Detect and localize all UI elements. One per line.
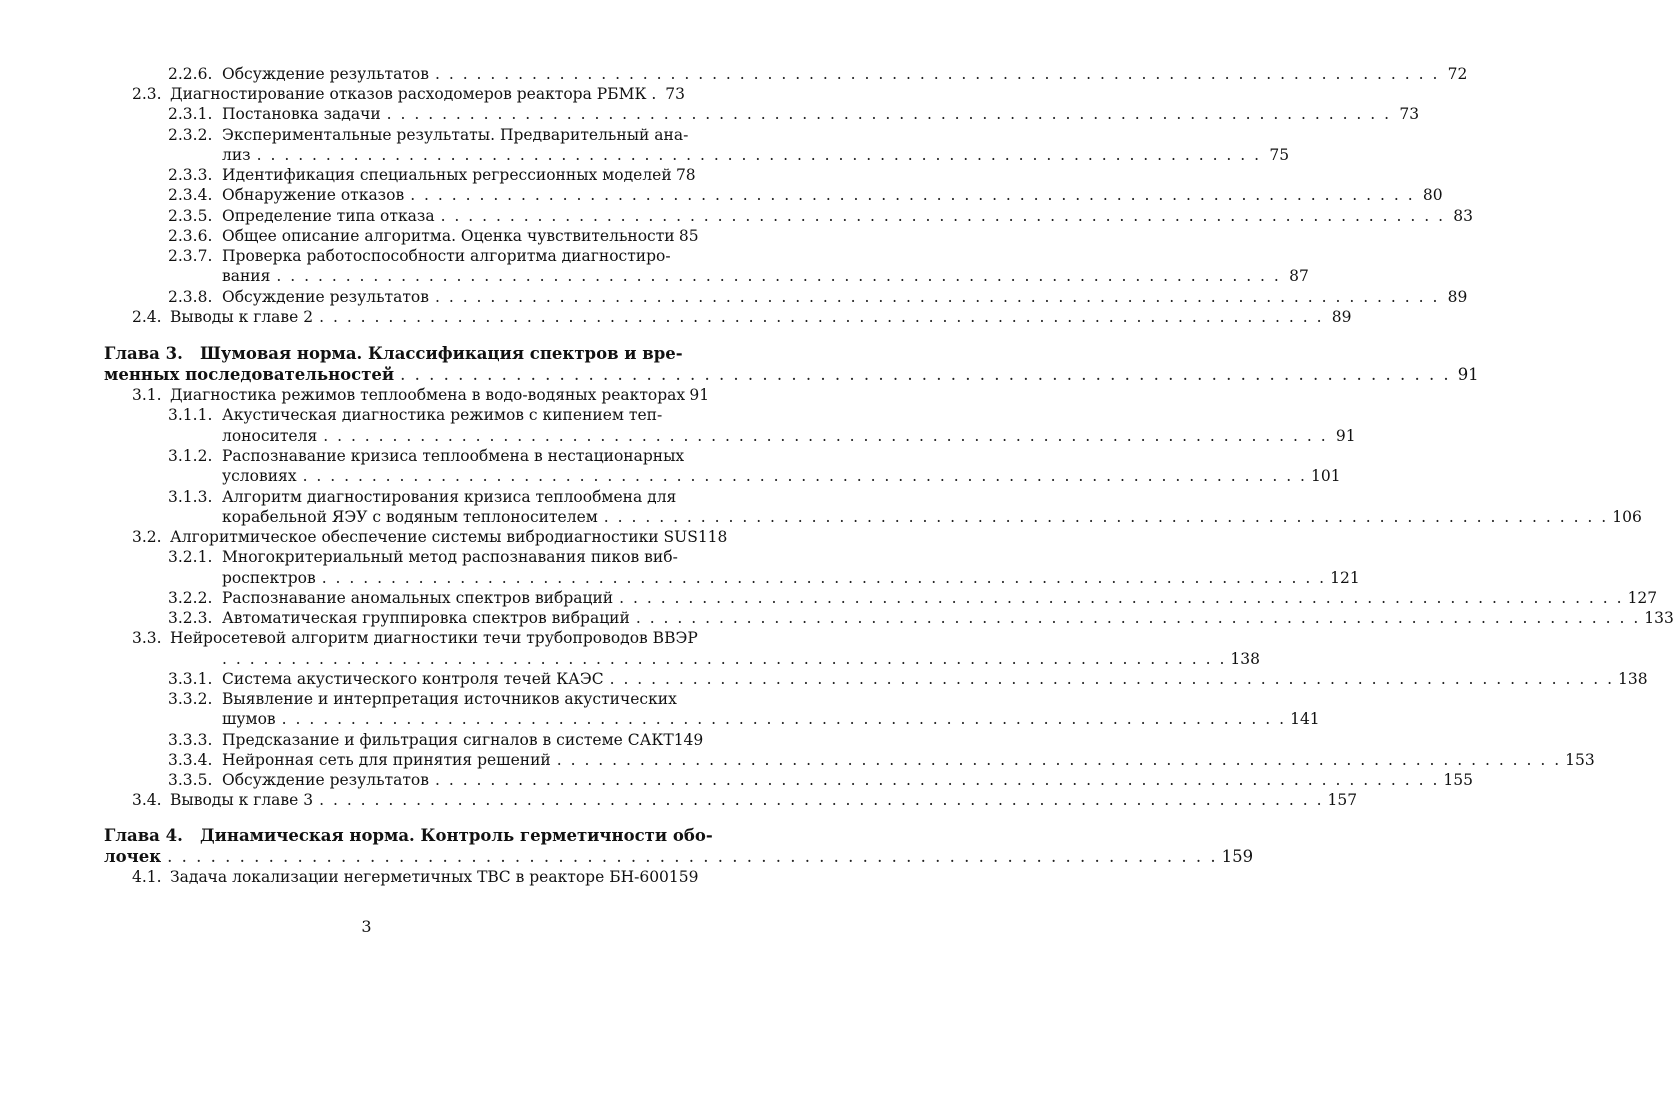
toc-page: 138 — [1618, 670, 1648, 688]
toc-line — [168, 64, 1468, 84]
toc-title: Предсказание и фильтрация сигналов в системе САКТ — [222, 731, 674, 749]
toc-page: 155 — [1443, 771, 1473, 789]
toc-title: Экспериментальные результаты. Предварительный ана- — [222, 126, 689, 144]
toc-number: 2.3. — [132, 85, 162, 103]
toc-page: 73 — [1399, 105, 1420, 123]
toc-title: корабельной ЯЭУ с водяным теплоносителем — [222, 508, 598, 526]
toc-line — [222, 507, 1642, 527]
toc-number: 3.3.4. — [168, 751, 213, 769]
chapter-title: менных последовательностей — [104, 365, 395, 384]
leader-dots — [610, 669, 1612, 689]
toc-title: Автоматическая группировка спектров вибраций — [222, 609, 630, 627]
leader-dots — [410, 185, 1412, 205]
toc-line — [168, 206, 1473, 226]
toc-line — [132, 527, 728, 547]
leader-dots — [441, 206, 1443, 226]
leader-dots — [322, 568, 1324, 588]
toc-line — [222, 568, 1360, 588]
toc-line — [132, 84, 685, 104]
toc-line — [168, 287, 1468, 307]
toc-number: 2.3.7. — [168, 247, 213, 265]
leader-dots — [323, 426, 1325, 446]
toc-number: 2.3.3. — [168, 166, 213, 184]
leader-dots — [557, 750, 1559, 770]
toc-number: 3.1.2. — [168, 447, 213, 465]
toc-title: Алгоритм диагностирования кризиса теплообмена для — [222, 488, 677, 506]
toc-page: 91 — [1457, 365, 1479, 384]
leader-dots — [435, 287, 1437, 307]
toc-line — [132, 628, 698, 648]
toc-line — [132, 867, 699, 887]
toc-line — [168, 669, 1648, 689]
chapter-heading — [104, 344, 685, 364]
leader-dots — [400, 365, 1449, 385]
toc-number: 2.3.5. — [168, 207, 213, 225]
chapter-title: Динамическая норма. Контроль герметичности обо- — [200, 826, 713, 845]
toc-title: Диагностика режимов теплообмена в водо-водяных реакторах — [170, 386, 686, 404]
toc-line — [168, 125, 689, 145]
toc-line — [168, 104, 1420, 124]
toc-line — [168, 446, 685, 466]
toc-number: 3.1. — [132, 386, 162, 404]
toc-line — [168, 185, 1443, 205]
toc-line — [168, 487, 685, 507]
toc-page: 73 — [665, 85, 685, 103]
toc-title: Выводы к главе 2 — [170, 308, 314, 326]
toc-page: 159 — [1221, 847, 1254, 866]
leader-dots — [319, 307, 1321, 327]
toc-number: 3.2.3. — [168, 609, 213, 627]
toc-title: Распознавание кризиса теплообмена в нестационарных — [222, 447, 685, 465]
toc-line — [168, 730, 704, 750]
chapter-title: лочек — [104, 847, 162, 866]
toc-line — [168, 750, 1595, 770]
toc-number: 2.3.4. — [168, 186, 213, 204]
toc-number: 2.2.6. — [168, 65, 213, 83]
toc-line — [168, 547, 685, 567]
toc-line — [222, 466, 1341, 486]
toc-title: шумов — [222, 710, 276, 728]
toc-page: 121 — [1330, 569, 1360, 587]
toc-page: 133 — [1644, 609, 1674, 627]
toc-number: 4.1. — [132, 868, 162, 886]
toc-page: 138 — [1230, 650, 1261, 668]
toc-page: 89 — [1331, 308, 1352, 326]
toc-line — [132, 385, 710, 405]
toc-page: 141 — [1290, 710, 1320, 728]
toc-line — [132, 307, 1352, 327]
toc-title: Идентификация специальных регрессионных моделей — [222, 166, 672, 184]
toc-line — [168, 608, 1674, 628]
toc-number: 3.3.1. — [168, 670, 213, 688]
toc-line — [104, 365, 1479, 385]
toc-page: 127 — [1627, 589, 1658, 607]
leader-dots — [636, 608, 1638, 628]
toc-title: Диагностирование отказов расходомеров реактора РБМК . — [170, 85, 657, 103]
toc-title: Проверка работоспособности алгоритма диагностиро- — [222, 247, 671, 265]
toc-number: 3.3.3. — [168, 731, 213, 749]
toc-number: 3.2. — [132, 528, 162, 546]
leader-dots — [604, 507, 1606, 527]
toc-number: 3.2.1. — [168, 548, 213, 566]
toc-page: 89 — [1447, 288, 1468, 306]
toc-page: 106 — [1612, 508, 1642, 526]
toc-line — [168, 246, 685, 266]
page-number: 3 — [361, 917, 372, 936]
toc-title: Выявление и интерпретация источников акустических — [222, 690, 677, 708]
toc-line — [168, 770, 1473, 790]
toc-title: лиз — [222, 146, 251, 164]
toc-page: 72 — [1447, 65, 1468, 83]
toc-number: 2.3.1. — [168, 105, 213, 123]
toc-line — [168, 165, 696, 185]
leader-dots — [435, 770, 1437, 790]
toc-number: 3.3. — [132, 629, 162, 647]
toc-page: 78 — [675, 166, 696, 184]
toc-page: 91 — [689, 386, 710, 404]
toc-page: 87 — [1289, 267, 1309, 285]
leader-dots — [276, 266, 1278, 286]
toc-line — [168, 405, 685, 425]
leader-dots — [319, 790, 1321, 810]
leader-dots — [387, 104, 1389, 124]
chapter-heading — [104, 826, 713, 846]
toc-title: вания — [222, 267, 271, 285]
leader-dots — [257, 145, 1259, 165]
leader-dots — [435, 64, 1437, 84]
toc-title: Система акустического контроля течей КАЭС — [222, 670, 604, 688]
toc-title: роспектров — [222, 569, 316, 587]
chapter-number: Глава 4. — [104, 826, 183, 845]
toc-page: 149 — [673, 731, 704, 749]
toc-number: 2.3.8. — [168, 288, 213, 306]
toc-title: Алгоритмическое обеспечение системы вибродиагностики SUS — [170, 528, 698, 546]
toc-number: 2.3.2. — [168, 126, 213, 144]
toc-title: Выводы к главе 3 — [170, 791, 314, 809]
toc-page: 80 — [1422, 186, 1443, 204]
toc-number: 2.4. — [132, 308, 162, 326]
toc-line — [168, 649, 1261, 669]
toc-title: Постановка задачи — [222, 105, 381, 123]
toc-title: Общее описание алгоритма. Оценка чувствительности — [222, 227, 675, 245]
toc-title: Обсуждение результатов — [222, 65, 429, 83]
toc-title: Нейросетевой алгоритм диагностики течи трубопроводов ВВЭР — [170, 629, 698, 647]
toc-number: 3.3.5. — [168, 771, 213, 789]
leader-dots — [222, 649, 1224, 669]
toc-number: 3.4. — [132, 791, 162, 809]
toc-line — [168, 689, 685, 709]
toc-line — [104, 847, 1254, 867]
toc-page: 157 — [1327, 791, 1358, 809]
toc-page: 83 — [1453, 207, 1473, 225]
toc-number: 3.1.1. — [168, 406, 213, 424]
chapter-title: Шумовая норма. Классификация спектров и вре- — [200, 344, 683, 363]
toc-title: Задача локализации негерметичных ТВС в реакторе БН-600 — [170, 868, 669, 886]
toc-number: 3.2.2. — [168, 589, 213, 607]
toc-number: 3.3.2. — [168, 690, 213, 708]
toc-title: Обсуждение результатов — [222, 771, 429, 789]
toc-title: Распознавание аномальных спектров вибраций — [222, 589, 614, 607]
toc-line — [168, 588, 1658, 608]
toc-page: 101 — [1310, 467, 1341, 485]
toc-line — [168, 226, 699, 246]
toc-title: лоносителя — [222, 427, 318, 445]
toc-page: 91 — [1335, 427, 1356, 445]
leader-dots — [303, 466, 1305, 486]
toc-line — [222, 709, 1320, 729]
toc-title: Акустическая диагностика режимов с кипением теп- — [222, 406, 663, 424]
toc-page: 85 — [678, 227, 699, 245]
toc-number: 2.3.6. — [168, 227, 213, 245]
toc-title: Обнаружение отказов — [222, 186, 405, 204]
toc-line — [222, 266, 1309, 286]
toc-title: Определение типа отказа — [222, 207, 435, 225]
toc-line — [222, 426, 1356, 446]
toc-line — [132, 790, 1358, 810]
toc-title: Обсуждение результатов — [222, 288, 429, 306]
toc-page: 153 — [1565, 751, 1595, 769]
toc-line — [222, 145, 1290, 165]
toc-title: Нейронная сеть для принятия решений — [222, 751, 551, 769]
toc-number: 3.1.3. — [168, 488, 213, 506]
toc-title: Многокритериальный метод распознавания пиков виб- — [222, 548, 678, 566]
leader-dots — [167, 847, 1216, 867]
toc-page: 159 — [668, 868, 699, 886]
toc-title: условиях — [222, 467, 297, 485]
leader-dots — [619, 588, 1621, 608]
toc-page: 75 — [1269, 146, 1290, 164]
chapter-number: Глава 3. — [104, 344, 183, 363]
toc-page: 118 — [697, 528, 728, 546]
leader-dots — [282, 709, 1284, 729]
